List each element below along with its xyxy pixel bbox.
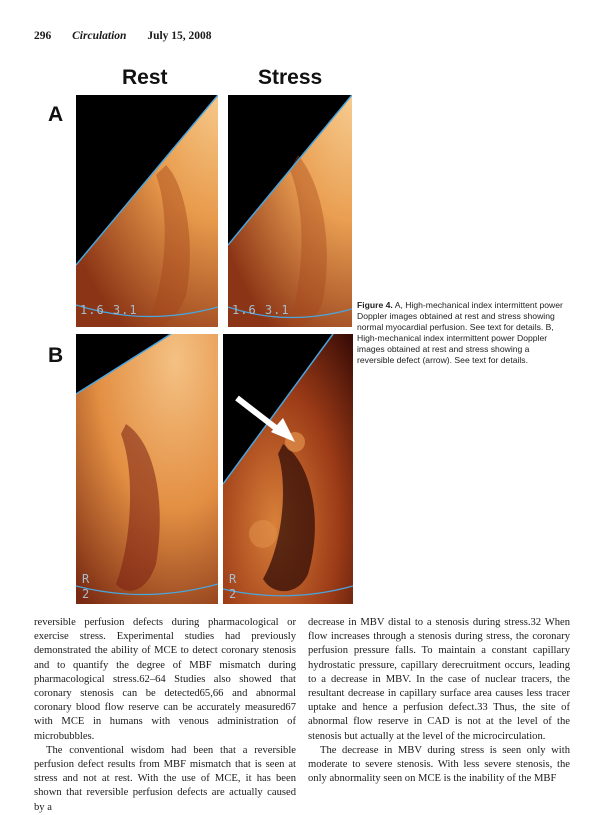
column-label-rest: Rest — [122, 66, 168, 89]
panel-b-rest — [76, 334, 218, 604]
body-column-left — [34, 616, 296, 815]
panel-readout-r: R — [82, 572, 91, 586]
page-header — [34, 30, 230, 42]
panel-readout-r: R — [229, 572, 238, 586]
body-paragraph: decrease in MBV distal to a stenosis during stress.32 When flow increases through a stenosis during stress, the coronary perfusion pressure falls. To maintain a constant capillary hydrostatic pressure, capillary derecruitment occurs, leading to a decrease in MBV. In the case of nuclear tracers, the resultant decrease in capillary surface area causes less tracer uptake and hence a perfusion defect.33 Thus, the site of abnormal flow reserve in CAD is not at the level of the stenosis but actually at the level of the microcirculation. — [308, 617, 570, 742]
body-column-right — [308, 616, 570, 786]
journal-name: Circulation — [72, 30, 127, 42]
row-label-b: B — [48, 344, 64, 367]
column-label-stress: Stress — [258, 66, 323, 89]
body-paragraph: The decrease in MBV during stress is seen only with moderate to severe stenosis. With less severe stenosis, the only abnormality seen on MCE is the inability of the MBF — [308, 744, 570, 785]
panel-readout-num: 2 — [82, 587, 91, 601]
panel-b-stress — [223, 334, 353, 604]
panel-readout: 1.6 3.1 — [232, 303, 290, 317]
page-number: 296 — [34, 30, 52, 42]
body-paragraph: reversible perfusion defects during pharmacological or exercise stress. Experimental studies had previously demonstrated the ability of MCE to detect coronary stenosis and to quantify the degree of MBF mismatch during pharmacological stress.62–64 Studies also showed that coronary stenosis can be detected65,66 and abnormal coronary blood flow reserve can be accurately measured67 with MCE in humans with venous administration of microbubbles. — [34, 617, 296, 742]
panel-readout: 1.6 3.1 — [80, 303, 138, 317]
row-label-a: A — [48, 103, 64, 126]
figure-caption — [357, 300, 563, 366]
issue-date: July 15, 2008 — [147, 30, 212, 42]
panel-readout-num: 2 — [229, 587, 238, 601]
panel-a-stress — [228, 95, 352, 327]
figure-caption-label: Figure 4. — [357, 300, 393, 310]
panel-a-rest — [76, 95, 218, 327]
figure-caption-text: A, High-mechanical index intermittent power Doppler images obtained at rest and stress showing normal myocardial perfusion. See text for details. B, High-mechanical index intermittent power Doppler images obtained at rest and stress showing a reversible defect (arrow). See text for details. — [357, 300, 563, 365]
body-paragraph: The conventional wisdom had been that a reversible perfusion defect results from MBF mismatch that is seen at stress and not at rest. With the use of MCE, it has been shown that reversible perfusion defects are actually caused by a — [34, 744, 296, 813]
